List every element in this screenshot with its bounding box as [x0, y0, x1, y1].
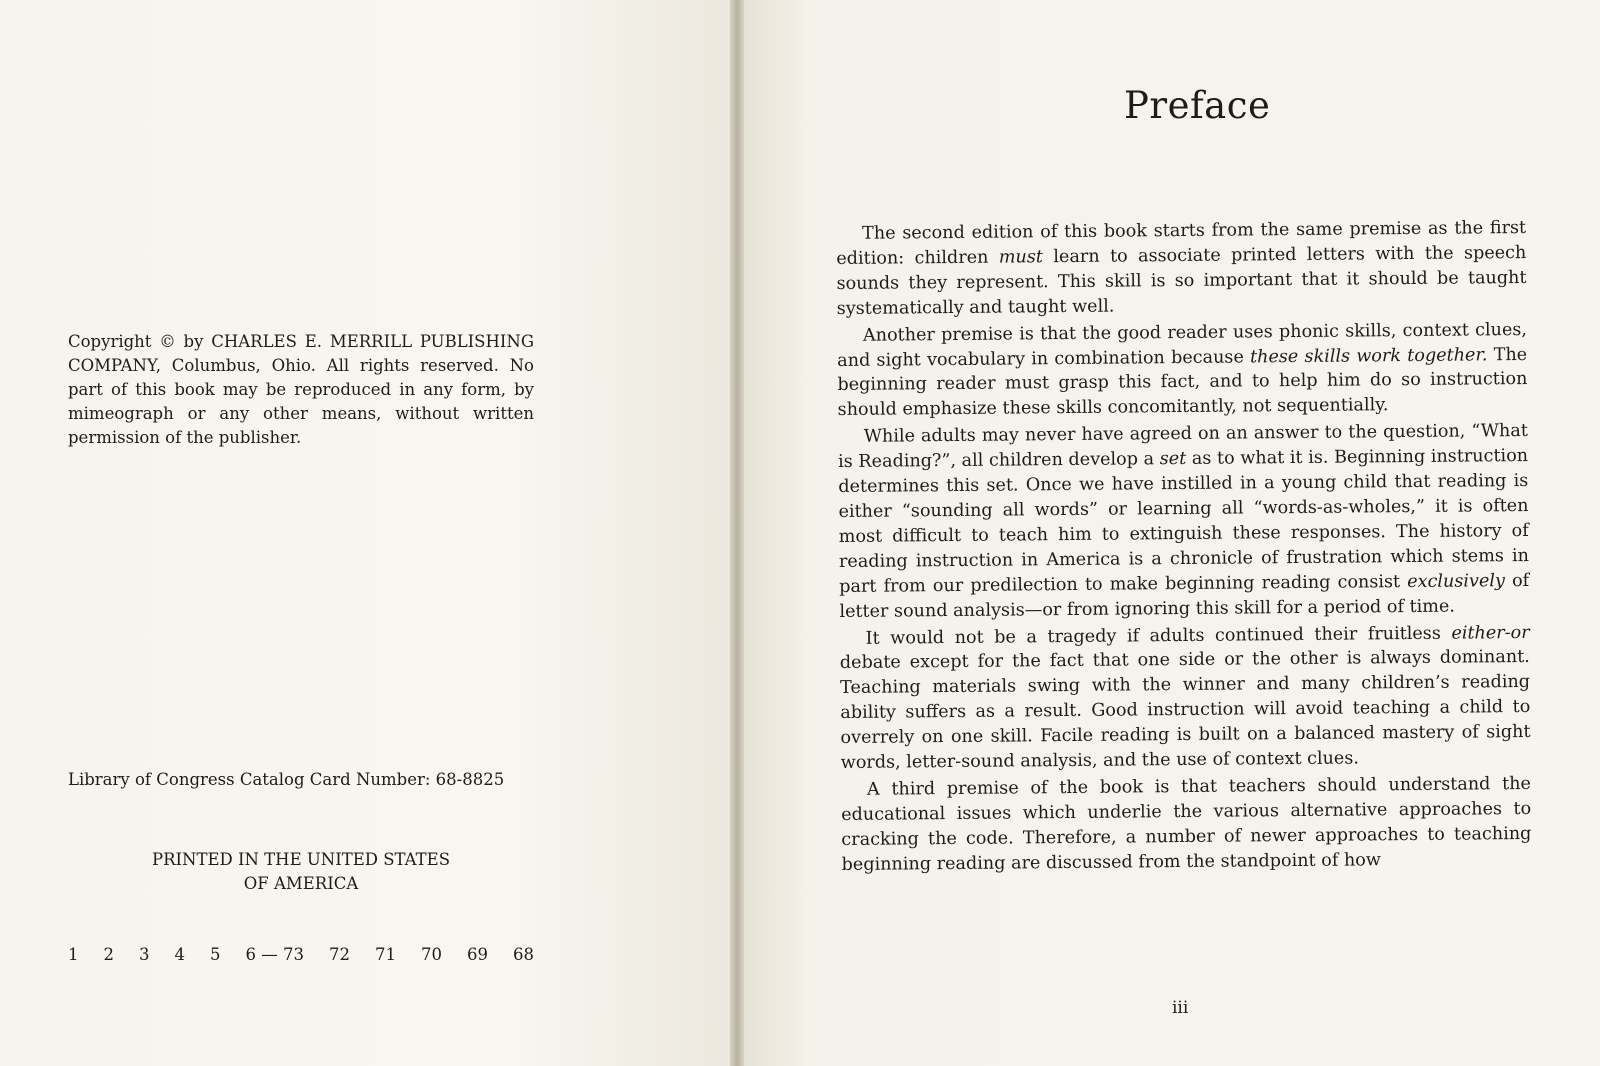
- printed-line-1: PRINTED IN THE UNITED STATES: [151, 850, 451, 869]
- printed-line-2: OF AMERICA: [243, 874, 359, 893]
- printing-number: 5: [210, 945, 221, 964]
- printing-number: 72: [328, 945, 350, 964]
- page-number: iii: [1172, 998, 1189, 1018]
- preface-page: [744, 0, 1600, 1066]
- printing-number: 1: [68, 945, 79, 964]
- printing-line: [68, 945, 534, 964]
- page-title: Preface: [1124, 84, 1271, 127]
- copyright-notice: Copyright © by CHARLES E. MERRILL PUBLISHING COMPANY, Columbus, Ohio. All rights reserved. No part of this book may be reproduced in any form, by mimeograph or any other means, without written permission of the publisher.: [68, 332, 534, 447]
- printing-number: 68: [512, 945, 534, 964]
- printing-number: 69: [466, 945, 488, 964]
- paragraph: A third premise of the book is that teachers should understand the educational issues which underlie the various alternative approaches to cracking the code. Therefore, a number of newer approaches to teaching beginning reading are discussed from the standpoint of how: [841, 773, 1532, 875]
- printing-number: 3: [139, 945, 150, 964]
- printing-number: 6 — 73: [245, 945, 304, 964]
- paragraph: The second edition of this book starts from the same premise as the first edition: children must learn to associate printed letters with the speech sounds they represent. This skill is so important that it should be taught systematically and taught well.: [836, 217, 1527, 319]
- paragraph: It would not be a tragedy if adults continued their fruitless either-or debate except for the fact that one side or the other is always dominant. Teaching materials swing with the winner and many children’s reading ability suffers as a result. Good instruction will avoid teaching a child to overrely on one skill. Facile reading is built on a balanced mastery of sight words, letter-sound analysis, and the use of context clues.: [839, 622, 1531, 774]
- copyright-page: [0, 0, 730, 1066]
- paragraph: Another premise is that the good reader uses phonic skills, context clues, and sight vocabulary in combination because these skills work together. The beginning reader must grasp this fact, and to help him do so instruction should emphasize these skills concomitantly, not sequentially.: [837, 319, 1528, 421]
- paragraph: While adults may never have agreed on an answer to the question, “What is Reading?”, all children develop a set as to what it is. Beginning instruction determines this set. Once we have instilled in a young child that reading is either “sounding all words” or learning all “words-as-wholes,” it is often most difficult to teach him to extinguish these responses. The history of reading instruction in America is a chronicle of frustration which stems in part from our predilection to make beginning reading consist exclusively of letter sound analysis—or from ignoring this skill for a period of time.: [838, 421, 1530, 622]
- printing-number: 71: [374, 945, 396, 964]
- printing-number: 4: [174, 945, 185, 964]
- printing-number: 2: [103, 945, 114, 964]
- catalog-card-number: Library of Congress Catalog Card Number: 68-8825: [68, 770, 505, 789]
- printing-number: 70: [420, 945, 442, 964]
- show-through-text: [60, 90, 74, 141]
- printed-in-notice: [68, 848, 534, 896]
- preface-body: [836, 216, 1532, 880]
- book-gutter: [730, 0, 744, 1066]
